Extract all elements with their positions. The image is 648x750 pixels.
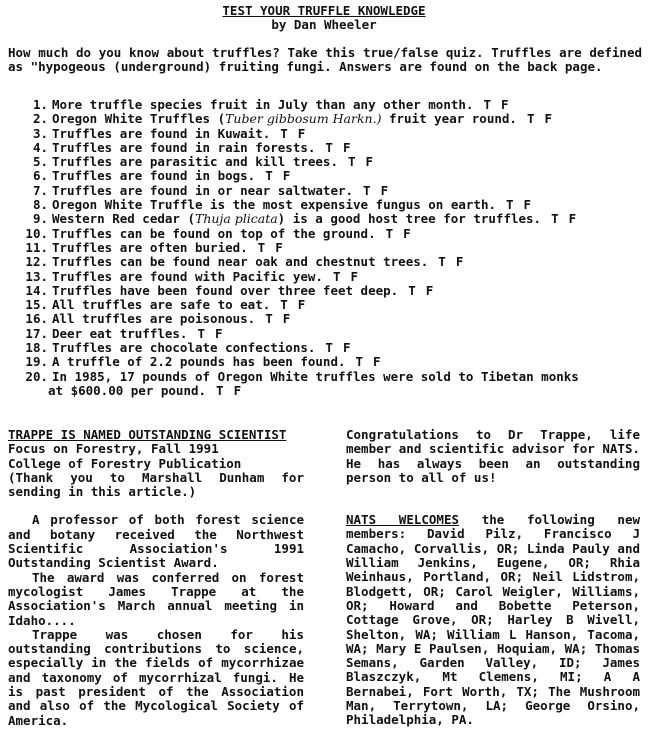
- true-choice: T: [526, 111, 535, 127]
- quiz-title: TEST YOUR TRUFFLE KNOWLEDGE: [222, 3, 426, 18]
- false-choice: F: [342, 340, 351, 356]
- quiz-item-statement: Deer eat truffles.: [52, 325, 188, 341]
- quiz-item: [8, 284, 644, 298]
- quiz-item-text-post: fruit year round.: [381, 111, 517, 127]
- false-choice: F: [233, 382, 242, 398]
- true-choice: T: [325, 340, 333, 356]
- quiz-item: [8, 341, 644, 355]
- quiz-item-text: [52, 341, 315, 355]
- quiz-list: [8, 98, 644, 398]
- false-choice: F: [523, 197, 532, 213]
- true-choice: T: [280, 297, 288, 313]
- true-false-choices: [187, 327, 232, 341]
- congrats-text: to Dr Trappe, life member and scientific advisor for NATS. He has always been an outstanding person to all of us!: [346, 427, 640, 485]
- false-choice: F: [350, 268, 358, 284]
- quiz-item-number: 16.: [25, 311, 48, 327]
- welcomes-title: NATS WELCOMES: [346, 512, 460, 528]
- false-choice: F: [380, 182, 389, 198]
- quiz-item-statement: A truffle of 2.2 pounds has been found.: [52, 354, 346, 370]
- congrats-paragraph: [346, 428, 640, 485]
- quiz-item-statement: More truffle species fruit in July than any other month.: [52, 97, 474, 112]
- quiz-item-number: 5.: [32, 154, 48, 170]
- quiz-item-text: [52, 241, 248, 255]
- quiz-item-statement: All truffles are poisonous.: [52, 311, 256, 327]
- false-choice: F: [282, 168, 291, 184]
- trappe-source-1: Focus on Forestry, Fall 1991: [8, 441, 219, 457]
- quiz-item-text: [52, 198, 496, 212]
- quiz-item-text: [52, 155, 338, 169]
- quiz-item: [8, 155, 644, 169]
- quiz-item-number: 8.: [32, 197, 48, 213]
- true-false-choices: [496, 198, 541, 212]
- quiz-item: [8, 355, 644, 369]
- true-choice: T: [325, 139, 333, 155]
- true-choice: T: [363, 182, 371, 198]
- quiz-item-number: 2.: [32, 111, 48, 127]
- true-false-choices: [248, 241, 293, 255]
- quiz-item: [8, 198, 644, 212]
- quiz-item: [8, 141, 644, 155]
- quiz-item-statement: In 1985, 17 pounds of Oregon White truffles were sold to Tibetan monks: [52, 368, 579, 384]
- true-choice: T: [438, 254, 446, 270]
- true-false-choices: [323, 270, 368, 284]
- congrats-lead: Congratulations: [346, 427, 459, 442]
- true-false-choices: [473, 98, 518, 112]
- false-choice: F: [342, 139, 351, 155]
- quiz-item-text: [52, 312, 255, 326]
- true-choice: T: [216, 382, 224, 398]
- quiz-item-text: [52, 284, 398, 298]
- quiz-item-text: [52, 98, 473, 112]
- quiz-item-text: [52, 169, 255, 183]
- quiz-item-statement: Oregon White Truffle is the most expensive fungus on earth.: [52, 197, 497, 213]
- quiz-item-text-post: ) is a good host tree for truffles.: [277, 211, 542, 227]
- false-choice: F: [455, 254, 464, 270]
- quiz-item-text: [52, 255, 428, 269]
- quiz-item-text-pre: Western Red cedar (: [52, 211, 195, 227]
- quiz-item-text: [52, 184, 353, 198]
- false-choice: F: [425, 282, 434, 298]
- quiz-item-statement: Truffles are found in rain forests.: [52, 139, 316, 155]
- quiz-item-statement: Truffles are parasitic and kill trees.: [52, 154, 338, 170]
- right-column: [346, 428, 640, 728]
- trappe-paragraph-2: The award was conferred on forest mycologist James Trappe at the Association's March annual meeting in Idaho....: [8, 569, 304, 628]
- quiz-item-number: 10.: [25, 225, 48, 241]
- quiz-item: [8, 370, 644, 399]
- quiz-item-number: 20.: [25, 368, 48, 384]
- quiz-item-number: 15.: [25, 297, 48, 313]
- quiz-item-statement: Truffles can be found on top of the ground.: [52, 225, 376, 241]
- quiz-item-statement: Truffles can be found near oak and chestnut trees.: [52, 254, 429, 270]
- quiz-item: [8, 227, 644, 241]
- true-false-choices: [270, 298, 315, 312]
- quiz-item-statement: Truffles are found in or near saltwater.: [52, 182, 354, 198]
- true-choice: T: [408, 282, 416, 298]
- false-choice: F: [282, 311, 291, 327]
- true-choice: T: [265, 311, 273, 327]
- quiz-item-species-name: Tuber gibbosum Harkn.): [225, 111, 382, 127]
- true-choice: T: [332, 268, 341, 284]
- true-false-choices: [315, 341, 360, 355]
- false-choice: F: [544, 111, 552, 127]
- quiz-item-text: [52, 270, 323, 284]
- false-choice: F: [373, 354, 381, 370]
- true-choice: T: [355, 354, 364, 370]
- quiz-header: [0, 4, 648, 33]
- quiz-item: [8, 212, 644, 226]
- quiz-item: [8, 255, 644, 269]
- quiz-item-number: 17.: [25, 325, 48, 341]
- quiz-item-number: 7.: [32, 182, 48, 198]
- true-false-choices: [428, 255, 473, 269]
- true-choice: T: [265, 168, 273, 184]
- quiz-item-text: [52, 227, 376, 241]
- quiz-item-text: [52, 327, 187, 341]
- quiz-item-number: 19.: [25, 354, 48, 370]
- quiz-item-text: [52, 112, 517, 126]
- quiz-item: [8, 327, 644, 341]
- trappe-thanks: (Thank you to Marshall Dunham for sending in this article.): [8, 469, 304, 500]
- trappe-title: TRAPPE IS NAMED OUTSTANDING SCIENTIST: [8, 427, 287, 442]
- false-choice: F: [297, 125, 306, 141]
- false-choice: F: [365, 154, 374, 170]
- quiz-item-number: 12.: [25, 254, 48, 270]
- quiz-item-text: [52, 355, 346, 369]
- quiz-item: [8, 169, 644, 183]
- true-choice: T: [551, 211, 559, 227]
- quiz-item: [8, 184, 644, 198]
- quiz-item-text: [52, 212, 541, 226]
- trappe-article: [8, 428, 304, 728]
- true-false-choices: [398, 284, 443, 298]
- quiz-item-text-pre: Oregon White Truffles (: [52, 111, 226, 127]
- quiz-item: [8, 312, 644, 326]
- true-false-choices: [270, 127, 315, 141]
- false-choice: F: [215, 325, 223, 341]
- quiz-item: [8, 241, 644, 255]
- quiz-item: [8, 298, 644, 312]
- welcomes-paragraph: [346, 513, 640, 727]
- true-choice: T: [347, 154, 356, 170]
- quiz-item-number: 18.: [25, 340, 48, 356]
- true-false-choices: [255, 312, 300, 326]
- quiz-item-text: [52, 141, 315, 155]
- quiz-item-statement: Truffles have been found over three feet deep.: [52, 282, 399, 298]
- trappe-paragraph-1: A professor of both forest science and botany received the Northwest Scientific Association's 1991 Outstanding Scientist Award.: [8, 512, 304, 571]
- quiz-item-text: [52, 127, 270, 141]
- quiz-item-number: 13.: [25, 268, 48, 284]
- quiz-item-number: 14.: [25, 282, 48, 298]
- false-choice: F: [500, 97, 509, 112]
- true-choice: T: [197, 325, 205, 341]
- quiz-item: [8, 112, 644, 126]
- true-false-choices: [541, 212, 586, 226]
- quiz-item-number: 1.: [32, 97, 48, 112]
- true-false-choices: [315, 141, 360, 155]
- true-false-choices: [255, 169, 300, 183]
- true-choice: T: [506, 197, 514, 213]
- quiz-intro: How much do you know about truffles? Take this true/false quiz. Truffles are defined as "hypogeous (underground) fruiting fungi. Answers are found on the back page.: [8, 45, 642, 75]
- true-choice: T: [483, 97, 491, 112]
- quiz-item-number: 11.: [25, 239, 48, 255]
- quiz-item-continuation: [8, 384, 644, 398]
- true-false-choices: [517, 112, 562, 126]
- quiz-item-species-name: Thuja plicata: [195, 211, 278, 227]
- true-false-choices: [206, 383, 251, 398]
- quiz-byline: by Dan Wheeler: [271, 17, 377, 33]
- trappe-paragraph-3: Trappe was chosen for his outstanding contributions to science, especially in the fields of mycorrhizae and taxonomy of mycorrhizal fungi. He is past president of the Association and also of the Mycological Society of America.: [8, 626, 304, 728]
- quiz-item-text: [52, 298, 270, 312]
- false-choice: F: [297, 297, 306, 313]
- quiz-item-statement: All truffles are safe to eat.: [52, 297, 271, 313]
- true-choice: T: [385, 225, 394, 241]
- quiz-item: [8, 98, 644, 112]
- quiz-item-statement: Truffles are found in Kuwait.: [52, 125, 271, 141]
- quiz-item-text: [52, 370, 579, 384]
- welcomes-text: the following new members: David Pilz, Francisco J Camacho, Corvallis, OR; Linda Pauly and William Jenkins, Eugene, OR; Rhia Weinhaus, Portland, OR; Neil Lidstrom, Blodgett, OR; Carol Weigler, Williams, OR; Howard and Bobette Peterson, Cottage Grove, OR; Harley B Wivell, Shelton, WA; William L Hanson, Tacoma, WA; Mary E Paulsen, Hoquiam, WA; Thomas Semans, Garden Valley, ID; James Blaszczyk, Mt Clemens, MI; A A Bernabei, Fort Worth, TX; The Mushroom Man, Terrytown, LA; George Orsino, Philadelphia, PA.: [346, 512, 640, 728]
- true-false-choices: [376, 227, 421, 241]
- false-choice: F: [275, 239, 283, 255]
- true-choice: T: [257, 239, 266, 255]
- quiz-item-statement: Truffles are often buried.: [52, 239, 248, 255]
- quiz-item-statement: Truffles are found in bogs.: [52, 168, 256, 184]
- quiz-item: [8, 270, 644, 284]
- false-choice: F: [403, 225, 411, 241]
- trappe-source-2: College of Forestry Publication: [8, 455, 242, 471]
- true-choice: T: [280, 125, 288, 141]
- quiz-item-number: 9.: [32, 211, 48, 227]
- false-choice: F: [568, 211, 577, 227]
- quiz-item-statement: Truffles are chocolate confections.: [52, 340, 316, 356]
- quiz-item-statement: Truffles are found with Pacific yew.: [52, 268, 323, 284]
- true-false-choices: [338, 155, 383, 169]
- quiz-item: [8, 127, 644, 141]
- quiz-item-number: 3.: [32, 125, 48, 141]
- quiz-item-number: 4.: [32, 139, 48, 155]
- quiz-item-number: 6.: [32, 168, 48, 184]
- true-false-choices: [346, 355, 391, 369]
- true-false-choices: [353, 184, 398, 198]
- quiz-item-continuation-text: at $600.00 per pound.: [48, 382, 207, 398]
